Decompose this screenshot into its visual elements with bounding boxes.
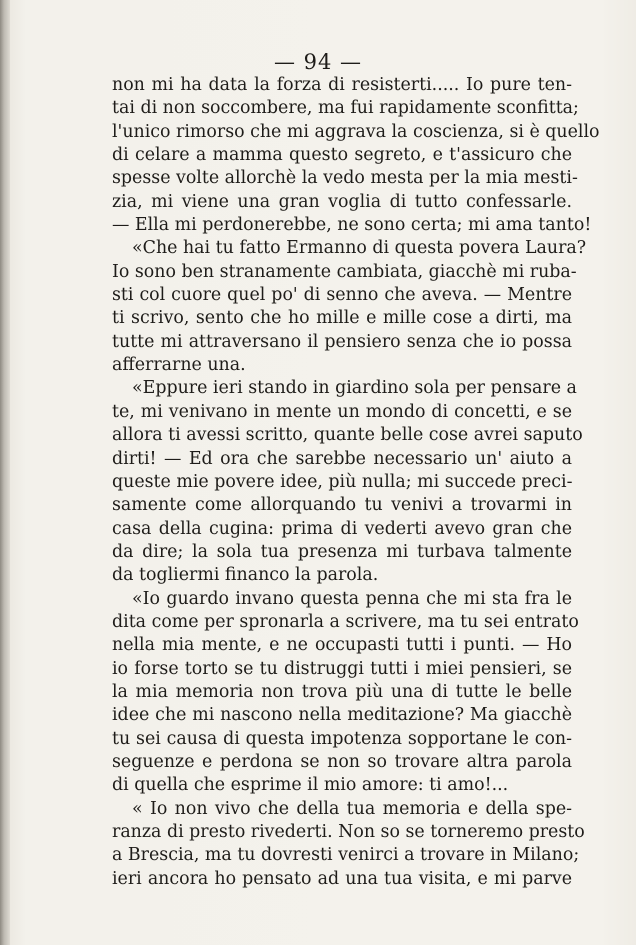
text-line: ti scrivo, sento che ho mille e mille cose a dirti, ma: [112, 308, 572, 329]
text-line: tai di non soccombere, ma fui rapidamente sconfitta;: [112, 98, 579, 119]
text-line: queste mie povere idee, più nulla; mi succede preci-: [112, 471, 573, 492]
text-line: casa della cugina: prima di vederti avevo gran che: [112, 518, 572, 539]
text-line: zia, mi viene una gran voglia di tutto confessarle.: [112, 191, 572, 212]
text-line: la mia memoria non trova più una di tutte le belle: [112, 681, 572, 702]
text-line: allora ti avessi scritto, quante belle cose avrei saputo: [112, 425, 583, 446]
text-line: « Io non vivo che della tua memoria e della spe-: [132, 798, 572, 819]
text-line: io forse torto se tu distruggi tutti i miei pensieri, se: [112, 658, 572, 679]
text-line: nella mia mente, e ne occupasti tutti i punti. — Ho: [112, 635, 572, 656]
text-line: tutte mi attraversano il pensiero senza che io possa: [112, 331, 572, 352]
text-line: l'unico rimorso che mi aggrava la coscienza, si è quello: [112, 121, 600, 142]
text-line: «Eppure ieri stando in giardino sola per pensare a: [132, 378, 577, 399]
text-line: a Brescia, ma tu dovresti venirci a trovare in Milano;: [112, 845, 580, 866]
text-line: dirti! — Ed ora che sarebbe necessario un' aiuto a: [112, 448, 572, 469]
text-line: non mi ha data la forza di resisterti..... Io pure ten-: [112, 75, 572, 95]
text-line: sti col cuore quel po' di senno che aveva. — Mentre: [112, 285, 572, 306]
page-number: — 94 —: [273, 50, 363, 74]
text-line: di quella che esprime il mio amore: ti amo!...: [112, 775, 509, 796]
body-text: [112, 74, 600, 891]
text-line: spesse volte allorchè la vedo mesta per la mia mesti-: [112, 168, 578, 189]
text-line: dita come per spronarla a scrivere, ma tu sei entrato: [112, 611, 579, 632]
text-line: samente come allorquando tu venivi a trovarmi in: [112, 495, 572, 516]
book-spine-shadow: [0, 0, 10, 945]
text-line: — Ella mi perdonerebbe, ne sono certa; mi ama tanto!: [112, 215, 592, 236]
text-line: afferrarne una.: [112, 355, 246, 376]
text-line: Io sono ben stranamente cambiata, giacchè mi ruba-: [112, 261, 577, 282]
text-line: «Io guardo invano questa penna che mi sta fra le: [132, 588, 572, 609]
text-line: ieri ancora ho pensato ad una tua visita, e mi parve: [112, 868, 572, 889]
text-line: ranza di presto rivederti. Non so se torneremo presto: [112, 822, 585, 842]
text-line: da togliermi financo la parola.: [112, 565, 379, 586]
text-line: idee che mi nascono nella meditazione? Ma giacchè: [112, 705, 572, 726]
text-line: seguenze e perdona se non so trovare altra parola: [112, 751, 572, 772]
text-line: tu sei causa di questa impotenza sopportane le con-: [112, 728, 572, 749]
text-line: da dire; la sola tua presenza mi turbava talmente: [112, 541, 572, 562]
text-line: «Che hai tu fatto Ermanno di questa povera Laura?: [132, 238, 587, 259]
text-line: te, mi venivano in mente un mondo di concetti, e se: [112, 401, 572, 422]
text-line: di celare a mamma questo segreto, e t'assicuro che: [112, 145, 572, 166]
